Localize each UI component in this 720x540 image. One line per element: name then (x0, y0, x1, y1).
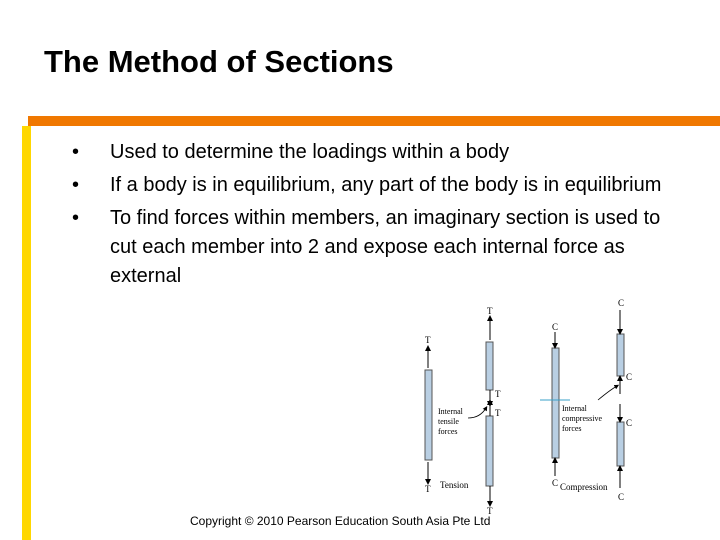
left-accent-bar (22, 126, 31, 540)
bullet-dot: • (72, 141, 80, 163)
force-label-t: T (495, 389, 501, 399)
compressive-label-line: forces (562, 424, 582, 433)
bullet-text: If a body is in equilibrium, any part of the body is in equilibrium (110, 174, 662, 196)
force-label-c: C (618, 492, 625, 502)
tensile-label-line: Internal (438, 407, 463, 416)
compression-caption: Compression (560, 482, 608, 492)
copyright-footer: Copyright © 2010 Pearson Education South Asia Pte Ltd (190, 514, 491, 528)
compression-sectioned-member (598, 298, 632, 502)
tensile-label-line: forces (438, 427, 458, 436)
bullet-text: To find forces within members, an imaginary section is used to cut each member into 2 and expose each internal force as external (110, 207, 661, 287)
section-forces-figure (410, 290, 650, 520)
bullet-dot: • (72, 174, 80, 196)
force-label-c: C (626, 372, 633, 382)
force-label-t: T (425, 484, 431, 494)
tensile-label-line: tensile (438, 417, 459, 426)
force-label-c: C (626, 418, 633, 428)
title-underline-rule (28, 116, 720, 126)
force-label-c: C (552, 322, 559, 332)
bullet-item (60, 171, 700, 200)
bullet-list (60, 138, 700, 295)
force-label-t: T (487, 306, 493, 316)
force-label-t: T (487, 506, 493, 516)
tension-compression-diagram (410, 290, 650, 520)
force-label-t: T (495, 408, 501, 418)
bullet-item (60, 138, 700, 167)
force-label-c: C (552, 478, 559, 488)
bullet-text: Used to determine the loadings within a body (110, 141, 510, 163)
bullet-item (60, 204, 670, 291)
slide-title: The Method of Sections (44, 44, 394, 79)
tension-sectioned-member (468, 306, 501, 516)
compressive-label-line: Internal (562, 404, 587, 413)
tension-full-member (425, 335, 432, 494)
tension-caption: Tension (440, 480, 469, 490)
bullet-dot: • (72, 207, 80, 229)
force-label-c: C (618, 298, 625, 308)
compressive-label-line: compressive (562, 414, 602, 423)
force-label-t: T (425, 335, 431, 345)
